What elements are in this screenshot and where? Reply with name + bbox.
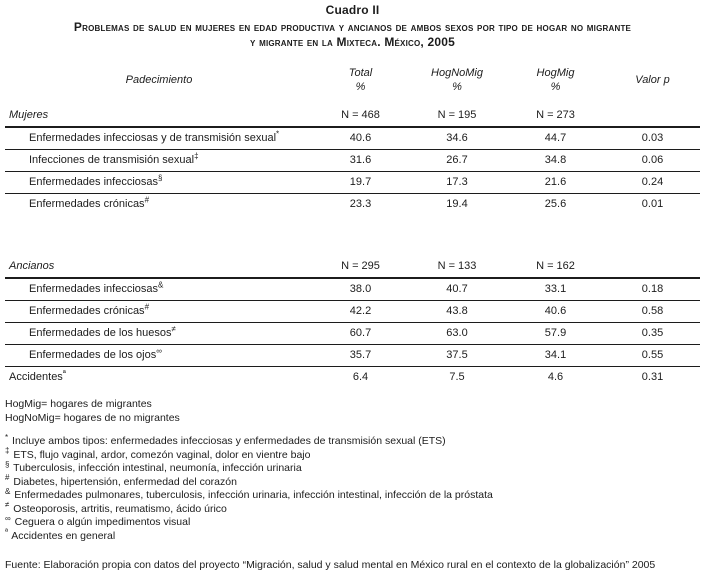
footnote-marker: # [144, 302, 150, 312]
symbol-footnotes [5, 432, 700, 543]
value-cell: 33.1 [506, 278, 605, 300]
row-label: Enfermedades de los huesos≠ [5, 322, 313, 344]
footnote-line: # Diabetes, hipertensión, enfermedad del corazón [5, 473, 237, 488]
column-header-hogmig: HogMig % [536, 67, 575, 93]
section-n-value: N = 468 [313, 100, 408, 127]
section-header-row [5, 251, 700, 278]
footnote-line: ∞ Ceguera o algún impedimentos visual [5, 513, 191, 528]
value-cell: 63.0 [408, 322, 506, 344]
value-cell: 40.6 [313, 127, 408, 149]
value-cell: 0.01 [641, 198, 664, 211]
column-header-hognomig: HogNoMig % [431, 67, 483, 93]
source-note: Fuente: Elaboración propia con datos del proyecto “Migración, salud y salud mental en México rural en el contexto de la globalización” 2005 [5, 559, 656, 571]
footnote-marker: § [5, 459, 10, 469]
legend-notes [5, 398, 700, 425]
table-title-line1: Problemas de salud en mujeres en edad productiva y ancianos de ambos sexos por tipo de hogar no migrante [73, 20, 632, 34]
table-row [5, 300, 700, 322]
footnote-line: ‡ ETS, flujo vaginal, ardor, comezón vaginal, dolor en vientre bajo [5, 446, 311, 461]
value-cell: 34.8 [506, 149, 605, 171]
value-cell: 43.8 [408, 300, 506, 322]
column-header-valor-p: Valor p [635, 74, 670, 86]
value-cell: 0.24 [605, 171, 700, 193]
value-cell: 19.4 [446, 198, 468, 211]
value-cell: 44.7 [506, 127, 605, 149]
row-label: Accidentes$^ª$ [9, 368, 66, 384]
column-header-total: Total % [348, 67, 373, 93]
section-name: Mujeres [5, 100, 313, 127]
footnote-marker: * [5, 432, 9, 442]
footnote-marker: ‡ [194, 151, 199, 161]
section-n-value: N = 162 [506, 251, 605, 278]
footnote-marker: & [158, 280, 164, 290]
value-cell: 7.5 [449, 371, 465, 384]
value-cell: 17.3 [408, 171, 506, 193]
value-cell: 35.7 [313, 344, 408, 366]
value-cell: 19.7 [313, 171, 408, 193]
footnote-line: * Incluye ambos tipos: enfermedades infecciosas y enfermedades de transmisión sexual (ETS) [5, 432, 446, 447]
value-cell: 34.6 [408, 127, 506, 149]
footnote-marker: ∞ [5, 513, 11, 523]
footnote-line: & Enfermedades pulmonares, tuberculosis, infección urinaria, infección intestinal, infección de la próstata [5, 486, 493, 501]
footnote-marker: ≠ [5, 500, 10, 509]
section-n-value: N = 195 [408, 100, 506, 127]
section-n-value: N = 133 [408, 251, 506, 278]
value-cell: 26.7 [408, 149, 506, 171]
section-empty-cell [605, 100, 700, 127]
value-cell: 0.58 [605, 300, 700, 322]
value-cell: 34.1 [506, 344, 605, 366]
footnote-line: ≠ Osteoporosis, artritis, reumatismo, ácido úrico [5, 500, 227, 515]
table-row [5, 171, 700, 193]
table-header-row [5, 64, 700, 100]
value-cell: 0.03 [605, 127, 700, 149]
value-cell: 0.31 [641, 371, 664, 384]
legend-line: HogMig= hogares de migrantes [5, 398, 152, 410]
row-label: Enfermedades de los ojos∞ [5, 344, 313, 366]
footnote-marker: & [5, 486, 11, 496]
row-label: Enfermedades crónicas# [29, 195, 150, 211]
value-cell: 57.9 [506, 322, 605, 344]
footnote-marker: ∞ [156, 346, 162, 356]
value-cell: 21.6 [506, 171, 605, 193]
row-label: Enfermedades infecciosas§ [5, 171, 313, 193]
statistics-table [5, 64, 700, 388]
table-title [0, 20, 705, 50]
section-n-value: N = 295 [313, 251, 408, 278]
value-cell: 31.6 [313, 149, 408, 171]
value-cell: 0.18 [605, 278, 700, 300]
footnote-marker: # [144, 195, 150, 205]
section-n-value: N = 273 [506, 100, 605, 127]
value-cell: 38.0 [313, 278, 408, 300]
value-cell: 40.6 [506, 300, 605, 322]
section-spacer [5, 215, 700, 251]
table-row [5, 322, 700, 344]
table-row [5, 344, 700, 366]
value-cell: 60.7 [313, 322, 408, 344]
value-cell: 6.4 [352, 371, 369, 384]
footnote-marker: ª [62, 368, 66, 378]
column-header-padecimiento: Padecimiento [125, 74, 193, 86]
footnote-line: § Tuberculosis, infección intestinal, neumonía, infección urinaria [5, 459, 302, 474]
value-cell: 0.55 [605, 344, 700, 366]
footnote-marker: ‡ [5, 446, 10, 455]
row-label: Enfermedades crónicas# [5, 300, 313, 322]
value-cell: 0.35 [605, 322, 700, 344]
table-row [5, 193, 700, 215]
value-cell: 42.2 [313, 300, 408, 322]
section-header-row [5, 100, 700, 127]
row-label: Infecciones de transmisión sexual‡ [5, 149, 313, 171]
value-cell: 25.6 [544, 198, 567, 211]
footnote-marker: * [276, 129, 280, 139]
value-cell: 40.7 [408, 278, 506, 300]
section-empty-cell [605, 251, 700, 278]
legend-line: HogNoMig= hogares de no migrantes [5, 411, 180, 424]
table-row [5, 278, 700, 300]
table-row [5, 149, 700, 171]
table-caption: Cuadro II [325, 3, 380, 17]
footnote-line: $^ª$ Accidentes en general [5, 527, 116, 542]
table-row [5, 127, 700, 149]
value-cell: 37.5 [408, 344, 506, 366]
value-cell: 23.3 [349, 198, 372, 211]
footnote-marker: ≠ [171, 324, 176, 334]
value-cell: 4.6 [547, 371, 564, 384]
row-label: Enfermedades infecciosas y de transmisión sexual* [5, 127, 313, 149]
footnote-marker: # [5, 473, 10, 482]
footnote-marker: ª [5, 527, 8, 536]
value-cell: 0.06 [605, 149, 700, 171]
statistics-table-body [5, 64, 700, 388]
footnote-marker: § [158, 173, 163, 183]
table-row [5, 366, 700, 388]
row-label: Enfermedades infecciosas& [5, 278, 313, 300]
table-title-line2: y migrante en la Mixteca. México, 2005 [250, 35, 455, 49]
section-name: Ancianos [5, 251, 313, 278]
